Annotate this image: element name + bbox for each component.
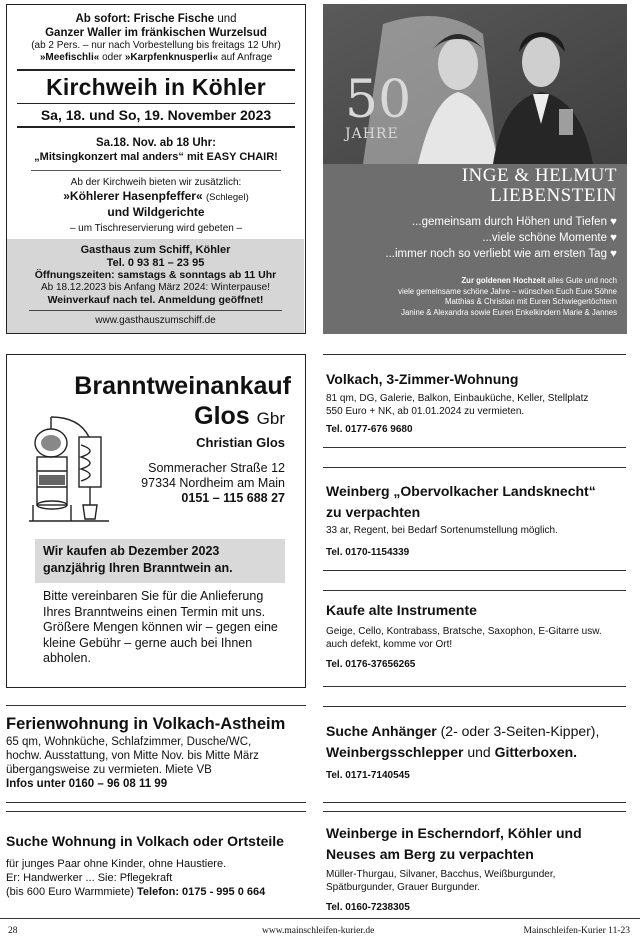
classified-title: Volkach, 3-Zimmer-Wohnung: [326, 371, 519, 387]
anniversary-number: 50: [345, 70, 412, 130]
divider: [323, 590, 626, 591]
company-name-glos: Glos: [194, 402, 250, 430]
wedding-greeting: [327, 276, 617, 318]
classified-body: [6, 735, 259, 791]
divider: [323, 802, 626, 803]
slogan-line-1: ...gemeinsam durch Höhen und Tiefen ♥: [411, 216, 617, 228]
address-street: Sommeracher Straße 12: [148, 461, 285, 475]
classified-body-line: Müller-Thurgau, Silvaner, Bacchus, Weißburgunder,: [326, 869, 556, 880]
fish-offer-suffix: und: [217, 13, 237, 25]
divider: [17, 69, 295, 71]
purchase-notice: [35, 539, 285, 583]
divider: [323, 706, 626, 707]
branntwein-title: Branntweinankauf: [74, 372, 291, 400]
classified-body-line: Geige, Cello, Kontrabass, Bratsche, Saxophon, E-Gitarre usw.: [326, 626, 602, 637]
classified-phone: Tel. 0171-7140545: [326, 770, 410, 781]
divider: [17, 103, 295, 105]
classified-body-line: 81 qm, DG, Galerie, Balkon, Einbauküche, Keller, Stellplatz: [326, 393, 589, 404]
extra-intro: Ab der Kirchweih bieten wir zusätzlich:: [70, 176, 242, 188]
karpfenknusperli-text: »Karpfenknusperli«: [124, 52, 219, 63]
owner-name: Christian Glos: [196, 435, 285, 450]
classified-body-line: übergangsweise zu vermieten. Miete VB: [6, 764, 212, 776]
slogan-line-2: ...viele schöne Momente ♥: [482, 232, 617, 244]
company-name: [194, 401, 285, 434]
divider: [323, 811, 626, 812]
greeting-bold: Zur goldenen Hochzeit: [461, 276, 546, 285]
classified-phone: Tel. 0160-7238305: [326, 902, 410, 913]
classified-phone: Tel. 0176-37656265: [326, 659, 416, 670]
classified-title-part: (2- oder 3-Seiten-Kipper),: [440, 723, 600, 739]
footer-issue: Mainschleifen-Kurier 11-23: [523, 926, 630, 936]
waller-line: Ganzer Waller im fränkischen Wurzelsud: [45, 27, 267, 39]
classified-title: Ferienwohnung in Volkach-Astheim: [6, 715, 286, 733]
branntwein-ad: [6, 354, 306, 688]
classified-body: [326, 392, 588, 418]
concert-title: „Mitsingkonzert mal anders“ mit EASY CHAIR!: [34, 150, 278, 163]
gasthaus-name: Gasthaus zum Schiff, Köhler: [80, 244, 231, 256]
body-line-1: Bitte vereinbaren Sie für die Anlieferung: [43, 589, 264, 603]
dish-wild: und Wildgerichte: [107, 204, 205, 219]
divider: [323, 447, 626, 448]
classified-body: [326, 625, 602, 651]
classified-phone: Infos unter 0160 – 96 08 11 99: [6, 778, 168, 790]
divider: [6, 705, 306, 706]
divider: [323, 467, 626, 468]
divider: [17, 126, 295, 128]
classified-title-line: Neuses am Berg zu verpachten: [326, 846, 534, 862]
classified-phone: Telefon: 0175 - 995 0 664: [137, 886, 266, 898]
classified-body-line: (bis 600 Euro Warmmiete): [6, 886, 134, 898]
gasthaus-website: www.gasthauszumschiff.de: [95, 314, 216, 326]
body-line-5: abholen.: [43, 651, 91, 665]
divider: [323, 570, 626, 571]
winter-break: Ab 18.12.2023 bis Anfang März 2024: Winterpause!: [40, 281, 271, 293]
divider: [323, 354, 626, 355]
greeting-line-4: Janine & Alexandra sowie Euren Enkelkindern Marie & Jannes: [401, 307, 617, 317]
slogan-line-3: ...immer noch so verliebt wie am ersten Tag ♥: [385, 248, 617, 260]
couple-names: [462, 166, 617, 206]
classified-title-part: Gitterboxen.: [494, 744, 578, 760]
footer-website: www.mainschleifen-kurier.de: [262, 926, 375, 936]
classified-title-part: Suche Anhänger: [326, 723, 437, 739]
classified-body-line: für junges Paar ohne Kinder, ohne Haustiere.: [6, 858, 227, 870]
couple-name-line-2: LIEBENSTEIN: [490, 185, 617, 206]
purchase-notice-line-1: Wir kaufen ab Dezember 2023: [43, 544, 220, 558]
classified-title: [326, 721, 599, 763]
dish-hasenpfeffer-suffix: (Schlegel): [205, 191, 249, 203]
body-line-2: Ihres Branntweins einen Termin mit uns.: [43, 604, 266, 619]
classified-phone: Tel. 0177-676 9680: [326, 424, 413, 435]
divider: [323, 686, 626, 687]
meefischli-text: »Meefischli«: [39, 52, 100, 63]
classified-body: [326, 868, 555, 894]
classified-title: [326, 823, 582, 865]
classified-phone: Tel. 0170-1154339: [326, 547, 410, 558]
couple-name-line-1: INGE & HELMUT: [461, 165, 617, 186]
divider: [29, 310, 282, 311]
fish-offer-line: [7, 12, 305, 26]
contact-box: [7, 239, 304, 333]
dish-hasenpfeffer-text: »Köhlerer Hasenpfeffer«: [63, 188, 203, 203]
divider: [31, 170, 281, 171]
page-number: 28: [8, 926, 18, 936]
distillery-still-icon: [19, 413, 119, 525]
branntwein-body: [43, 589, 295, 667]
classified-body-line: 550 Euro + NK, ab 01.01.2024 zu vermieten.: [326, 406, 525, 417]
kirchweih-headline: Kirchweih in Köhler: [46, 73, 266, 100]
classified-body-line: 65 qm, Wohnküche, Schlafzimmer, Dusche/WC,: [6, 736, 252, 748]
divider: [6, 811, 306, 812]
wine-sale: Weinverkauf nach tel. Anmeldung geöffnet!: [47, 294, 264, 306]
reservation-note: – um Tischreservierung wird gebeten –: [69, 222, 243, 234]
greeting-line-3: Matthias & Christian mit Euren Schwiegertöchtern: [444, 297, 617, 306]
classified-title-line: zu verpachten: [326, 504, 421, 520]
fish-offer-text: Ab sofort: Frische Fische: [75, 13, 215, 25]
golden-wedding-ad: [323, 4, 627, 334]
branntwein-address: [141, 461, 285, 506]
classified-body-line: hochw. Ausstattung, von Mitte Nov. bis Mitte März: [6, 750, 259, 762]
dish-hasenpfeffer: [7, 189, 305, 205]
wedding-slogan: [385, 214, 617, 262]
greeting-line-1: alles Gute und noch: [547, 276, 617, 285]
page-footer: [0, 918, 640, 942]
classified-body: [6, 857, 265, 899]
gasthaus-phone: Tel. 0 93 81 – 23 95: [106, 256, 205, 269]
classified-title: Kaufe alte Instrumente: [326, 602, 477, 618]
specials-line: [7, 52, 305, 64]
kirchweih-dates: Sa, 18. und So, 19. November 2023: [40, 107, 272, 123]
preorder-note: (ab 2 Pers. – nur nach Vorbestellung bis freitags 12 Uhr): [31, 40, 281, 51]
purchase-notice-line-2: ganzjährig Ihren Branntwein an.: [43, 561, 233, 575]
classified-body-line: Spätburgunder, Grauer Burgunder.: [326, 882, 480, 893]
classified-body-line: Er: Handwerker ... Sie: Pflegekraft: [6, 872, 173, 884]
body-line-3: Größere Mengen können wir – gegen eine: [43, 620, 278, 634]
classified-title: [326, 481, 596, 523]
classified-body-line: auch defekt, komme vor Ort!: [326, 639, 453, 650]
classified-title-line: Weinberg „Obervolkacher Landsknecht“: [326, 483, 596, 499]
opening-hours: Öffnungszeiten: samstags & sonntags ab 11 Uhr: [34, 269, 277, 281]
branntwein-phone: 0151 – 115 688 27: [181, 491, 285, 505]
specials-or: oder: [102, 52, 123, 63]
address-city: 97334 Nordheim am Main: [141, 476, 285, 490]
classified-title-part: und: [467, 744, 491, 760]
greeting-line-2: viele gemeinsame schöne Jahre – wünschen Euch Eure Söhne: [398, 286, 617, 296]
specials-request: auf Anfrage: [221, 52, 273, 63]
classified-title: Suche Wohnung in Volkach oder Ortsteile: [6, 833, 284, 849]
company-form: Gbr: [256, 409, 285, 428]
divider: [6, 802, 306, 803]
classified-title-line: Weinberge in Escherndorf, Köhler und: [326, 825, 582, 841]
classified-title-part: Weinbergsschlepper: [326, 744, 464, 760]
gasthaus-schiff-ad: [6, 4, 306, 334]
concert-date: Sa.18. Nov. ab 18 Uhr:: [96, 136, 216, 149]
body-line-4: kleine Gebühr – gerne auch bei Ihnen: [43, 635, 253, 650]
anniversary-years-label: JAHRE: [345, 126, 399, 142]
classified-body: 33 ar, Regent, bei Bedarf Sortenumstellung möglich.: [326, 525, 558, 536]
